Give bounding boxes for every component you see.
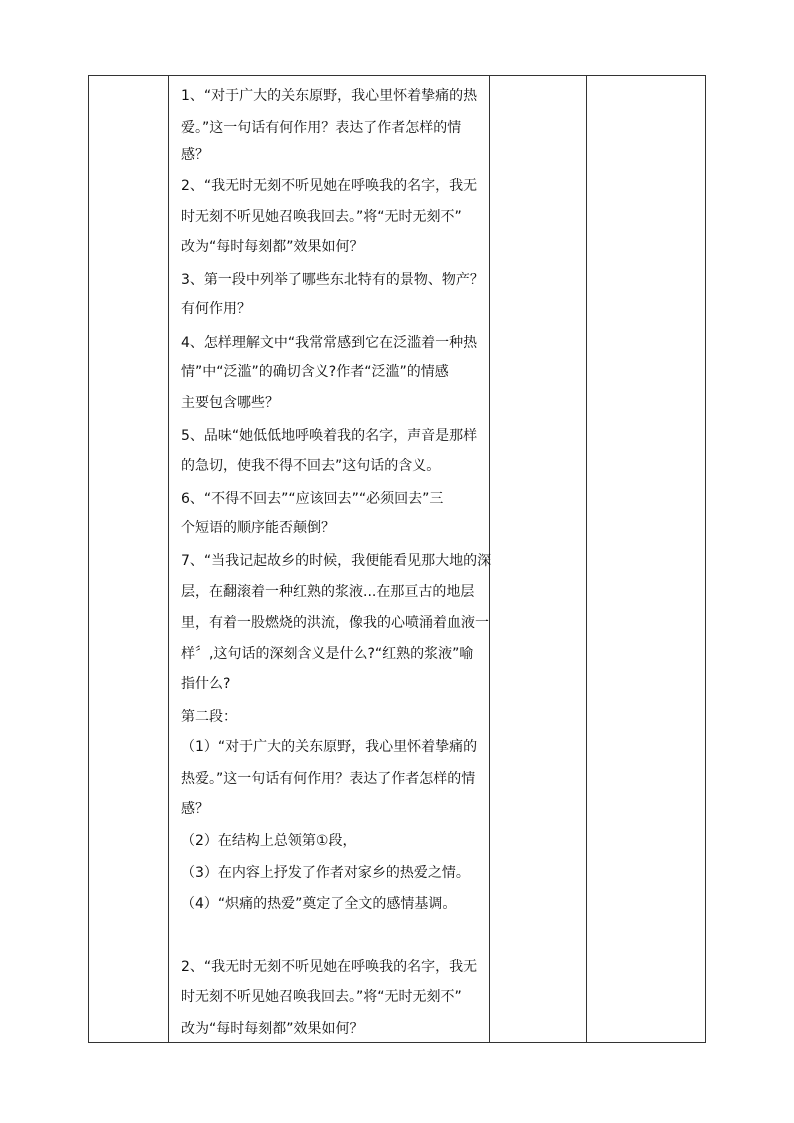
text-line: （1）“对于广大的关东原野，我心里怀着挚痛的	[181, 739, 478, 755]
content-table	[88, 75, 706, 1043]
text-line: 4、怎样理解文中“我常常感到它在泛滥着一种热	[181, 335, 478, 351]
text-line: 层，在翻滚着一种红熟的浆液...在那亘古的地层	[181, 584, 475, 600]
text-line: 2、“我无时无刻不听见她在呼唤我的名字，我无	[181, 959, 478, 975]
text-line: 指什么?	[181, 676, 231, 692]
text-line: （2）在结构上总领第①段，	[181, 833, 357, 849]
text-line: 改为“每时每刻都”效果如何？	[181, 239, 364, 255]
column-divider-1	[168, 76, 169, 1042]
text-line: 1、“对于广大的关东原野，我心里怀着挚痛的热	[181, 88, 478, 104]
text-line: 样〞,这句话的深刻含义是什么?“红熟的浆液”喻	[181, 646, 474, 662]
text-line: 2、“我无时无刻不听见她在呼唤我的名字，我无	[181, 178, 478, 194]
text-line: 里，有着一股燃烧的洪流，像我的心喷涌着血液一	[181, 615, 489, 631]
text-line: 7、“当我记起故乡的时候，我便能看见那大地的深	[181, 553, 492, 569]
text-line: 情”中“泛滥”的确切含义?作者“泛滥”的情感	[181, 364, 449, 380]
text-line: 爱。”这一句话有何作用？表达了作者怎样的情	[181, 120, 462, 136]
text-line: （3）在内容上抒发了作者对家乡的热爱之情。	[181, 865, 470, 881]
text-line: 感？	[181, 801, 209, 817]
text-line: 感？	[181, 147, 209, 163]
text-line: 个短语的顺序能否颠倒？	[181, 520, 335, 536]
text-line: 时无刻不听见她召唤我回去。”将“无时无刻不”	[181, 209, 462, 225]
text-line: 6、“不得不回去”“应该回去”“必须回去”三	[181, 491, 444, 507]
column-divider-3	[586, 76, 587, 1042]
text-line: 主要包含哪些？	[181, 395, 279, 411]
text-line: 热爱。”这一句话有何作用？表达了作者怎样的情	[181, 771, 476, 787]
text-line: 改为“每时每刻都”效果如何？	[181, 1021, 364, 1037]
text-line: 3、第一段中列举了哪些东北特有的景物、物产？	[181, 272, 484, 288]
text-line: 第二段：	[181, 709, 237, 725]
text-line: 5、品味“她低低地呼唤着我的名字，声音是那样	[181, 428, 478, 444]
text-line: 有何作用？	[181, 301, 251, 317]
text-line: 的急切，使我不得不回去”这句话的含义。	[181, 458, 441, 474]
text-line: 时无刻不听见她召唤我回去。”将“无时无刻不”	[181, 989, 462, 1005]
text-line: （4）“炽痛的热爱”奠定了全文的感情基调。	[181, 896, 457, 912]
